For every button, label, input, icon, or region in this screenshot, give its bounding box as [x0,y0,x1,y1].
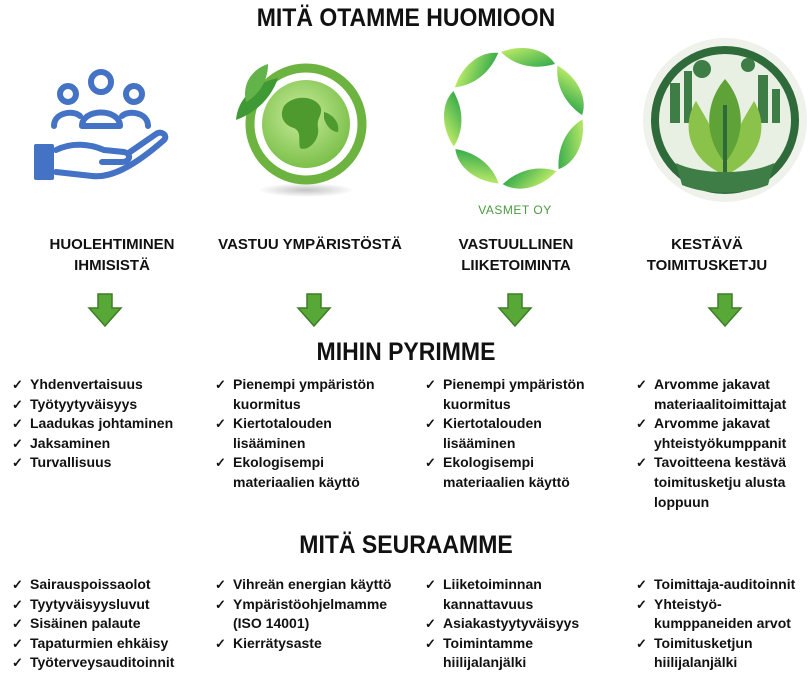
list-item: ✓ Tavoitteena kestävä toimitusketju alusta loppuun [634,453,786,512]
goals-list-people [10,375,173,473]
logo-text: VASMET OY [478,203,552,217]
list-item: ✓ Ekologisempi materiaalien käyttö [423,453,585,492]
list-item: ✓ Liiketoiminnan kannattavuus [423,575,579,614]
list-item: ✓ Asiakastyytyväisyys [423,614,579,634]
list-item: ✓ Toimintamme hiilijalanjälki [423,634,579,673]
column-title-business: VASTUULLINEN LIIKETOIMINTA [458,236,574,274]
list-item: ✓ Sisäinen palaute [10,614,174,634]
list-item: ✓ Toimitusketjun hiilijalanjälki [634,634,795,673]
list-item: ✓ Pienempi ympäristön kuormitus [213,375,375,414]
metrics-list-supply-chain [634,575,795,673]
hand-people-icon [32,64,170,184]
list-item: ✓ Pienempi ympäristön kuormitus [423,375,585,414]
metrics-list-people [10,575,174,673]
arrow-down-icon [497,292,533,328]
list-item: ✓ Arvomme jakavat materiaalitoimittajat [634,375,786,414]
list-item: ✓ Turvallisuus [10,453,173,473]
list-item: ✓ Vihreän energian käyttö [213,575,391,595]
goals-list-business [423,375,585,493]
arrow-down-icon [707,292,743,328]
metrics-list-environment [213,575,391,653]
column-title-people: HUOLEHTIMINEN IHMISISTÄ [49,236,175,274]
sustainable-plant-icon [640,35,810,205]
heading-goals: MIHIN PYRIMME [316,338,496,366]
list-item: ✓ Tyytyväisyysluvut [10,595,174,615]
list-item: ✓ Tapaturmien ehkäisy [10,634,174,654]
list-item: ✓ Sairauspoissaolot [10,575,174,595]
list-item: ✓ Kiertotalouden lisääminen [423,414,585,453]
list-item: ✓ Työtyytyväisyys [10,395,173,415]
list-item: ✓ Yhteistyö- kumppaneiden arvot [634,595,795,634]
heading-monitoring: MITÄ SEURAAMME [299,531,513,559]
list-item: ✓ Työterveysauditoinnit [10,653,174,673]
globe-leaves-icon [228,56,378,202]
list-item: ✓ Kiertotalouden lisääminen [213,414,375,453]
heading-considerations: MITÄ OTAMME HUOMIOON [256,4,556,32]
arrow-down-icon [87,292,123,328]
goals-list-supply-chain [634,375,786,512]
list-item: ✓ Toimittaja-auditoinnit [634,575,795,595]
leaf-ring-logo-icon [440,40,590,222]
arrow-down-icon [296,292,332,328]
column-title-supply-chain: KESTÄVÄ TOIMITUSKETJU [646,236,768,274]
goals-list-environment [213,375,375,493]
list-item: ✓ Ympäristöohjelmamme (ISO 14001) [213,595,391,634]
column-title-environment: VASTUU YMPÄRISTÖSTÄ [218,236,402,253]
metrics-list-business [423,575,579,673]
list-item: ✓ Ekologisempi materiaalien käyttö [213,453,375,492]
list-item: ✓ Arvomme jakavat yhteistyökumppanit [634,414,786,453]
list-item: ✓ Kierrätysaste [213,634,391,654]
list-item: ✓ Laadukas johtaminen [10,414,173,434]
list-item: ✓ Yhdenvertaisuus [10,375,173,395]
list-item: ✓ Jaksaminen [10,434,173,454]
